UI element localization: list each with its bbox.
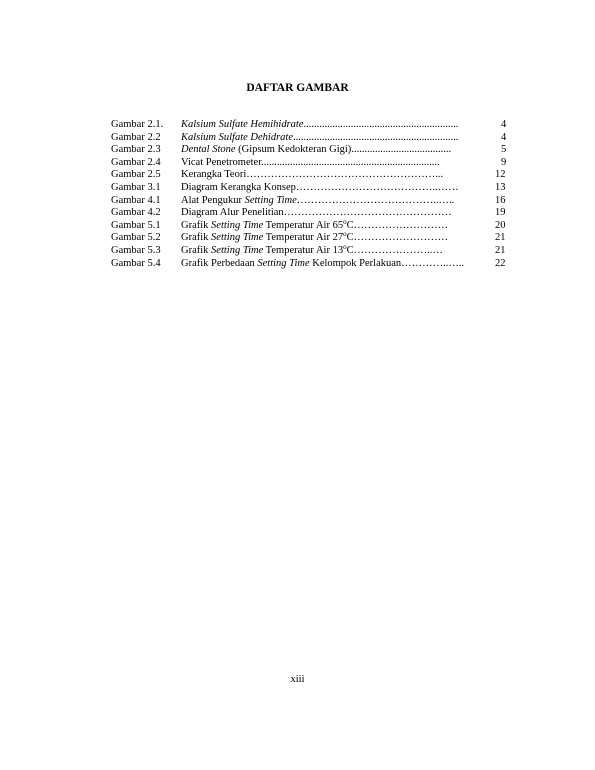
figure-caption-text: Grafik Perbedaan — [181, 257, 258, 269]
figure-caption-italic: Setting Time — [244, 194, 297, 206]
figure-caption — [181, 232, 495, 245]
figure-list-item — [111, 119, 511, 132]
dot-leader: …………………………………..…… — [295, 181, 459, 193]
degree-superscript: o — [343, 232, 347, 239]
figure-list-item — [111, 195, 511, 208]
figure-caption-text: Grafik — [181, 232, 212, 244]
figure-caption-italic: Dental Stone — [181, 144, 236, 156]
figure-page-number: 12 — [495, 169, 506, 181]
figure-caption-italic: Setting Time — [211, 232, 264, 244]
figure-caption-text: C — [346, 244, 354, 256]
figure-label: Gambar 3.1 — [111, 181, 161, 193]
figure-list-item — [111, 157, 511, 170]
figure-caption-text: Grafik — [181, 219, 212, 231]
degree-superscript: o — [343, 219, 347, 226]
figure-caption — [181, 195, 495, 208]
figure-list-item — [111, 169, 511, 182]
figure-caption-text: Alat Pengukur — [181, 194, 245, 206]
figure-page-number: 4 — [501, 119, 507, 130]
figure-label: Gambar 4.1 — [111, 194, 161, 206]
figure-caption-text: Kerangka Teori — [181, 169, 247, 181]
figure-page-number: 21 — [495, 244, 506, 256]
figure-caption — [181, 169, 495, 182]
figure-list-item — [111, 220, 511, 233]
figure-caption — [181, 245, 495, 258]
dot-leader: …………………..… — [353, 244, 443, 256]
figure-page-number: 13 — [495, 181, 506, 193]
figure-label: Gambar 5.3 — [111, 244, 161, 256]
figure-caption-text: Diagram Kerangka Konsep — [181, 181, 296, 193]
figure-page-number: 5 — [501, 144, 507, 156]
figure-page-number: 9 — [501, 156, 507, 168]
figure-list-item — [111, 144, 511, 157]
figure-list — [111, 119, 511, 270]
figure-label: Gambar 5.4 — [111, 257, 161, 269]
figure-label: Gambar 5.2 — [111, 232, 161, 244]
degree-superscript: o — [343, 244, 347, 251]
dot-leader: ...................................... — [351, 144, 452, 156]
figure-caption — [181, 220, 495, 233]
figure-caption-text: Temperatur Air 27 — [263, 232, 344, 244]
figure-label: Gambar 2.1. — [111, 119, 164, 130]
figure-caption-text: Kelompok Perlakuan — [309, 257, 402, 269]
page-title: DAFTAR GAMBAR — [246, 82, 349, 94]
figure-label: Gambar 2.4 — [111, 156, 161, 168]
figure-label: Gambar 2.5 — [111, 169, 161, 181]
figure-page-number: 20 — [495, 219, 506, 231]
figure-caption — [181, 119, 495, 132]
figure-list-item — [111, 207, 511, 220]
figure-caption — [181, 182, 495, 195]
figure-label: Gambar 4.2 — [111, 207, 161, 219]
figure-caption-text: (Gipsum Kedokteran Gigi) — [235, 144, 352, 156]
figure-list-item — [111, 132, 511, 145]
page-number: xiii — [290, 674, 305, 685]
dot-leader: ………………………………………………... — [246, 169, 444, 181]
figure-label: Gambar 5.1 — [111, 219, 161, 231]
figure-caption-text: Diagram Alur Penelitian — [181, 207, 284, 219]
figure-caption — [181, 207, 495, 220]
figure-page-number: 4 — [501, 131, 507, 143]
figure-page-number: 22 — [495, 257, 506, 269]
figure-list-item — [111, 245, 511, 258]
figure-caption-text: Grafik — [181, 244, 212, 256]
figure-caption-italic: Kalsium Sulfate Dehidrate — [181, 131, 293, 143]
figure-label: Gambar 2.3 — [111, 144, 161, 156]
figure-caption-text: Vicat Penetrometer — [181, 156, 262, 168]
figure-page-number: 21 — [495, 232, 506, 244]
figure-page-number: 16 — [495, 194, 506, 206]
figure-caption — [181, 144, 495, 157]
dot-leader: ………………………………………… — [283, 207, 452, 219]
figure-caption — [181, 132, 495, 145]
dot-leader: ............................................................... — [293, 131, 459, 143]
figure-caption — [181, 258, 495, 271]
figure-caption-text: C — [346, 232, 354, 244]
dot-leader: ……………………… — [353, 232, 449, 244]
figure-label: Gambar 2.2 — [111, 131, 161, 143]
figure-list-item — [111, 232, 511, 245]
figure-caption-text: C — [346, 219, 354, 231]
figure-caption — [181, 157, 495, 170]
figure-caption-italic: Kalsium Sulfate Hemihidrate — [181, 119, 304, 130]
figure-page-number: 19 — [495, 207, 506, 219]
figure-list-item — [111, 258, 511, 271]
figure-list-item — [111, 182, 511, 195]
figure-caption-text: Temperatur Air 65 — [263, 219, 344, 231]
dot-leader: ……………………… — [353, 219, 449, 231]
dot-leader: .................................................................... — [261, 156, 440, 168]
dot-leader: ........................................................... — [303, 119, 459, 130]
dot-leader: …………………………………..….. — [296, 194, 455, 206]
figure-caption-italic: Setting Time — [211, 219, 264, 231]
figure-caption-italic: Setting Time — [211, 244, 264, 256]
figure-caption-text: Temperatur Air 13 — [263, 244, 344, 256]
figure-caption-italic: Setting Time — [257, 257, 310, 269]
dot-leader: …………..….. — [401, 257, 465, 269]
